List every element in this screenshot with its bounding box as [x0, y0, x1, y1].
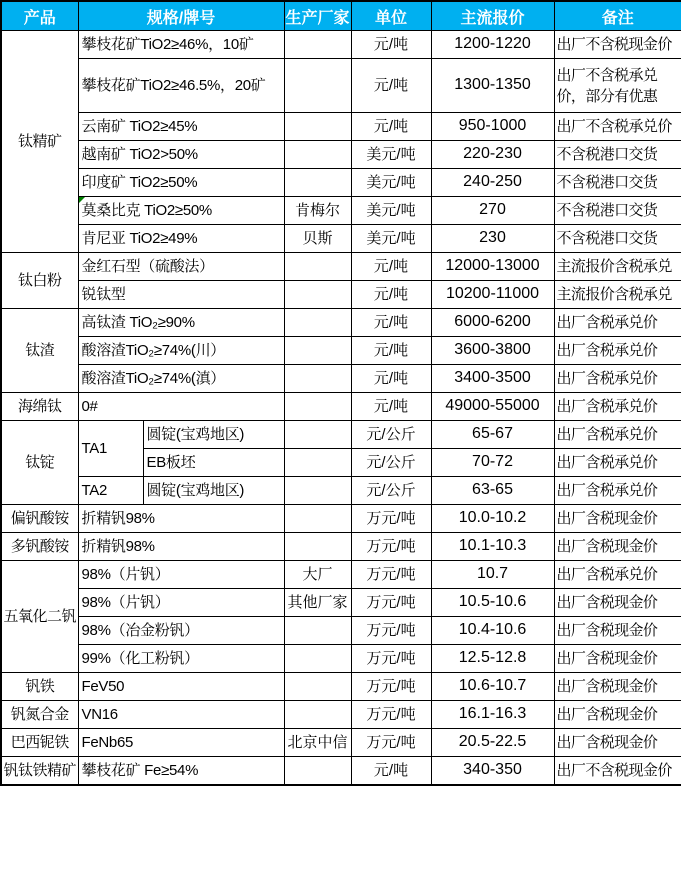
note-cell: 出厂不含税承兑价	[554, 113, 681, 141]
spec-grade-cell: TA1	[78, 421, 143, 477]
column-header-unit: 单位	[351, 1, 431, 31]
price-cell: 63-65	[431, 477, 554, 505]
unit-cell: 元/吨	[351, 757, 431, 785]
product-cell: 钛渣	[1, 309, 78, 393]
note-cell: 出厂含税承兑价	[554, 393, 681, 421]
manufacturer-cell: 肯梅尔	[284, 197, 351, 225]
spec-cell: 98%（片钒）	[78, 589, 284, 617]
spec-cell: FeNb65	[78, 729, 284, 757]
manufacturer-cell	[284, 281, 351, 309]
header-row	[1, 1, 681, 31]
note-cell: 不含税港口交货	[554, 141, 681, 169]
spec-cell: 酸溶渣TiO₂≥74%(川）	[78, 337, 284, 365]
note-cell: 出厂含税现金价	[554, 617, 681, 645]
spec-cell: 攀枝花矿TiO2≥46%，10矿	[78, 31, 284, 59]
manufacturer-cell: 大厂	[284, 561, 351, 589]
note-cell: 主流报价含税承兑	[554, 253, 681, 281]
manufacturer-cell	[284, 31, 351, 59]
price-cell: 10.5-10.6	[431, 589, 554, 617]
manufacturer-cell	[284, 421, 351, 449]
price-cell: 20.5-22.5	[431, 729, 554, 757]
spec-cell: FeV50	[78, 673, 284, 701]
manufacturer-cell	[284, 505, 351, 533]
table-row	[1, 393, 681, 421]
table-row	[1, 337, 681, 365]
unit-cell: 美元/吨	[351, 169, 431, 197]
unit-cell: 元/吨	[351, 113, 431, 141]
spec-cell: 98%（片钒）	[78, 561, 284, 589]
unit-cell: 万元/吨	[351, 533, 431, 561]
spec-cell: 0#	[78, 393, 284, 421]
price-cell: 10200-11000	[431, 281, 554, 309]
table-row	[1, 701, 681, 729]
manufacturer-cell	[284, 113, 351, 141]
price-cell: 340-350	[431, 757, 554, 785]
table-row	[1, 729, 681, 757]
note-cell: 出厂含税承兑价	[554, 309, 681, 337]
unit-cell: 万元/吨	[351, 589, 431, 617]
product-cell: 钒铁	[1, 673, 78, 701]
note-cell: 出厂不含税现金价	[554, 757, 681, 785]
table-row	[1, 645, 681, 673]
price-cell: 16.1-16.3	[431, 701, 554, 729]
table-row	[1, 365, 681, 393]
note-cell: 出厂含税承兑价	[554, 365, 681, 393]
unit-cell: 万元/吨	[351, 673, 431, 701]
spec-cell: 肯尼亚 TiO2≥49%	[78, 225, 284, 253]
product-cell: 钒钛铁精矿	[1, 757, 78, 785]
spec-cell	[78, 197, 284, 225]
product-cell: 钒氮合金	[1, 701, 78, 729]
manufacturer-cell	[284, 253, 351, 281]
product-cell: 钛锭	[1, 421, 78, 505]
note-cell: 出厂含税现金价	[554, 701, 681, 729]
table-row	[1, 757, 681, 785]
manufacturer-cell	[284, 701, 351, 729]
manufacturer-cell	[284, 757, 351, 785]
unit-cell: 万元/吨	[351, 701, 431, 729]
table-row	[1, 589, 681, 617]
spec-form-cell: 圆锭(宝鸡地区)	[143, 421, 284, 449]
table-row	[1, 505, 681, 533]
price-cell: 3400-3500	[431, 365, 554, 393]
column-header-product: 产品	[1, 1, 78, 31]
spec-form-cell: 圆锭(宝鸡地区)	[143, 477, 284, 505]
spec-cell: 金红石型（硫酸法）	[78, 253, 284, 281]
manufacturer-cell	[284, 141, 351, 169]
unit-cell: 美元/吨	[351, 141, 431, 169]
table-row	[1, 561, 681, 589]
unit-cell: 元/吨	[351, 337, 431, 365]
manufacturer-cell	[284, 59, 351, 113]
note-cell: 出厂含税承兑价	[554, 421, 681, 449]
unit-cell: 元/吨	[351, 253, 431, 281]
product-cell: 海绵钛	[1, 393, 78, 421]
manufacturer-cell	[284, 645, 351, 673]
spec-cell: 98%（冶金粉钒）	[78, 617, 284, 645]
price-cell: 10.1-10.3	[431, 533, 554, 561]
price-cell: 10.6-10.7	[431, 673, 554, 701]
price-cell: 220-230	[431, 141, 554, 169]
price-cell: 70-72	[431, 449, 554, 477]
manufacturer-cell	[284, 309, 351, 337]
unit-cell: 元/吨	[351, 281, 431, 309]
spec-cell: 越南矿 TiO2>50%	[78, 141, 284, 169]
manufacturer-cell	[284, 169, 351, 197]
spec-form-cell: EB板坯	[143, 449, 284, 477]
note-cell: 出厂含税承兑价	[554, 337, 681, 365]
table-row	[1, 477, 681, 505]
spec-cell: 攀枝花矿 Fe≥54%	[78, 757, 284, 785]
column-header-spec: 规格/牌号	[78, 1, 284, 31]
table-row	[1, 59, 681, 113]
table-row	[1, 421, 681, 449]
price-cell: 6000-6200	[431, 309, 554, 337]
manufacturer-cell: 其他厂家	[284, 589, 351, 617]
price-cell: 65-67	[431, 421, 554, 449]
price-cell: 950-1000	[431, 113, 554, 141]
spec-text: 莫桑比克 TiO2≥50%	[81, 202, 212, 219]
price-cell: 1300-1350	[431, 59, 554, 113]
product-cell: 钛精矿	[1, 31, 78, 253]
spec-grade-cell: TA2	[78, 477, 143, 505]
spec-cell: 99%（化工粉钒）	[78, 645, 284, 673]
note-cell: 不含税港口交货	[554, 197, 681, 225]
unit-cell: 美元/吨	[351, 197, 431, 225]
note-cell: 出厂含税承兑价	[554, 449, 681, 477]
product-cell: 钛白粉	[1, 253, 78, 309]
unit-cell: 元/吨	[351, 393, 431, 421]
note-cell: 出厂含税现金价	[554, 505, 681, 533]
spec-cell: 折精钒98%	[78, 505, 284, 533]
unit-cell: 万元/吨	[351, 617, 431, 645]
unit-cell: 元/公斤	[351, 477, 431, 505]
price-cell: 10.0-10.2	[431, 505, 554, 533]
table-row	[1, 141, 681, 169]
manufacturer-cell	[284, 449, 351, 477]
unit-cell: 万元/吨	[351, 505, 431, 533]
manufacturer-cell: 贝斯	[284, 225, 351, 253]
note-cell: 出厂含税现金价	[554, 589, 681, 617]
price-cell: 12000-13000	[431, 253, 554, 281]
spec-cell: 攀枝花矿TiO2≥46.5%，20矿	[78, 59, 284, 113]
table-row	[1, 673, 681, 701]
unit-cell: 万元/吨	[351, 645, 431, 673]
spec-cell: 酸溶渣TiO₂≥74%(滇）	[78, 365, 284, 393]
price-cell: 10.4-10.6	[431, 617, 554, 645]
spec-cell: 高钛渣 TiO₂≥90%	[78, 309, 284, 337]
note-cell: 不含税港口交货	[554, 225, 681, 253]
price-cell: 3600-3800	[431, 337, 554, 365]
spec-cell: 云南矿 TiO2≥45%	[78, 113, 284, 141]
manufacturer-cell	[284, 617, 351, 645]
product-cell: 巴西铌铁	[1, 729, 78, 757]
unit-cell: 元/吨	[351, 31, 431, 59]
price-cell: 1200-1220	[431, 31, 554, 59]
price-cell: 12.5-12.8	[431, 645, 554, 673]
unit-cell: 万元/吨	[351, 729, 431, 757]
manufacturer-cell	[284, 477, 351, 505]
table-row	[1, 533, 681, 561]
note-cell: 出厂含税现金价	[554, 533, 681, 561]
unit-cell: 元/公斤	[351, 449, 431, 477]
table-row	[1, 169, 681, 197]
price-cell: 230	[431, 225, 554, 253]
note-cell: 出厂含税承兑价	[554, 477, 681, 505]
note-cell: 出厂含税现金价	[554, 673, 681, 701]
product-cell: 五氧化二钒	[1, 561, 78, 673]
table-row	[1, 253, 681, 281]
manufacturer-cell: 北京中信	[284, 729, 351, 757]
note-cell: 不含税港口交货	[554, 169, 681, 197]
table-row	[1, 309, 681, 337]
unit-cell: 美元/吨	[351, 225, 431, 253]
manufacturer-cell	[284, 337, 351, 365]
unit-cell: 元/公斤	[351, 421, 431, 449]
manufacturer-cell	[284, 673, 351, 701]
unit-cell: 万元/吨	[351, 561, 431, 589]
column-header-price: 主流报价	[431, 1, 554, 31]
unit-cell: 元/吨	[351, 59, 431, 113]
note-cell: 出厂不含税现金价	[554, 31, 681, 59]
table-row	[1, 281, 681, 309]
table-row	[1, 113, 681, 141]
manufacturer-cell	[284, 393, 351, 421]
note-cell: 出厂含税现金价	[554, 645, 681, 673]
table-row	[1, 31, 681, 59]
spec-cell: VN16	[78, 701, 284, 729]
unit-cell: 元/吨	[351, 365, 431, 393]
spec-cell: 折精钒98%	[78, 533, 284, 561]
product-cell: 多钒酸铵	[1, 533, 78, 561]
unit-cell: 元/吨	[351, 309, 431, 337]
table-row	[1, 197, 681, 225]
note-cell: 主流报价含税承兑	[554, 281, 681, 309]
product-cell: 偏钒酸铵	[1, 505, 78, 533]
manufacturer-cell	[284, 365, 351, 393]
column-header-manufacturer: 生产厂家	[284, 1, 351, 31]
note-cell: 出厂不含税承兑价，部分有优惠	[554, 59, 681, 113]
price-cell: 49000-55000	[431, 393, 554, 421]
note-cell: 出厂含税承兑价	[554, 561, 681, 589]
price-cell: 270	[431, 197, 554, 225]
manufacturer-cell	[284, 533, 351, 561]
column-header-note: 备注	[554, 1, 681, 31]
cell-error-marker-icon	[79, 197, 85, 203]
spec-cell: 锐钛型	[78, 281, 284, 309]
table-row	[1, 617, 681, 645]
price-cell: 10.7	[431, 561, 554, 589]
note-cell: 出厂含税现金价	[554, 729, 681, 757]
table-row	[1, 225, 681, 253]
spec-cell: 印度矿 TiO2≥50%	[78, 169, 284, 197]
price-cell: 240-250	[431, 169, 554, 197]
